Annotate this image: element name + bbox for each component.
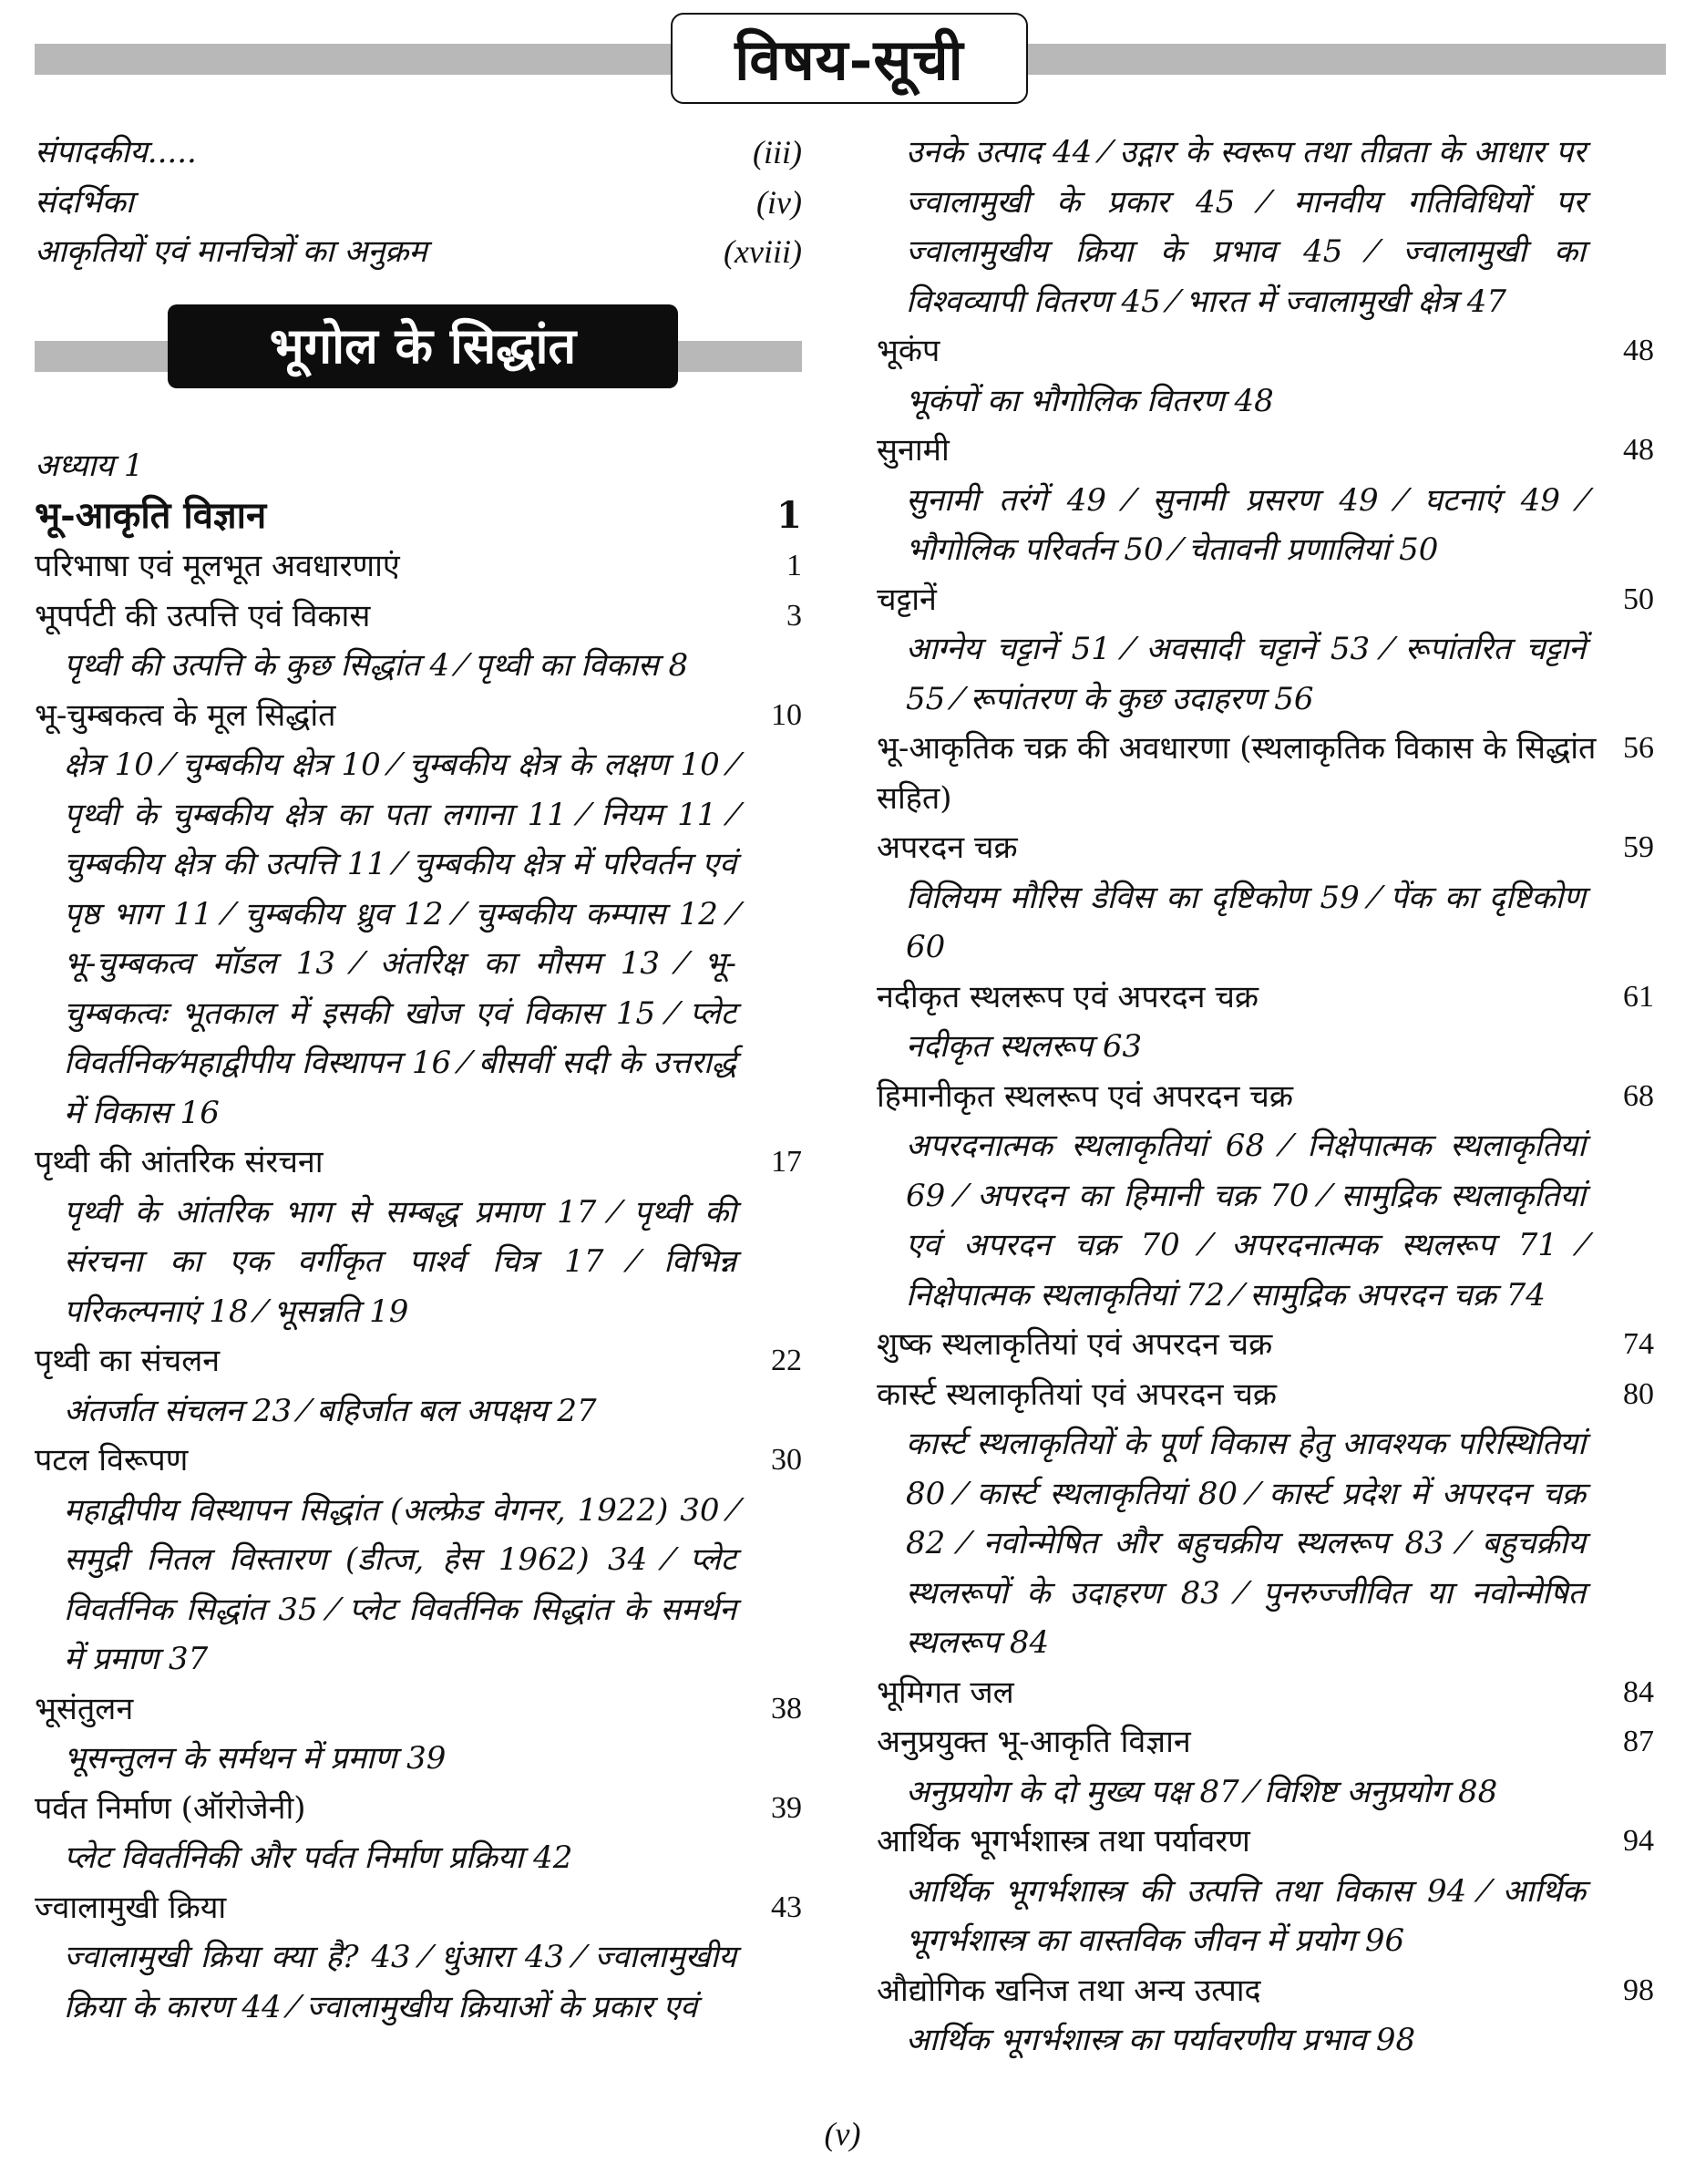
toc-entry xyxy=(877,1668,1654,1718)
front-matter-label: आकृतियों एवं मानचित्रों का अनुक्रम xyxy=(35,233,427,270)
toc-entry-page: 48 xyxy=(1623,433,1654,467)
toc-entry-subtopics: पृथ्वी की उत्पत्ति के कुछ सिद्धांत 4 ⁄ पृथ्वी का विकास 8 xyxy=(64,647,689,684)
toc-entry-subtopics: अपरदनात्मक स्थलाकृतियां 68 ⁄ निक्षेपात्मक स्थलाकृतियां 69 ⁄ अपरदन का हिमानी चक्र 70 ⁄ सामुद्रिक स्थलाकृतियां एवं अपरदन चक्र 70 ⁄ अपरदनात्मक स्थलरूप 71 ⁄ निक्षेपात्मक स्थलाकृतियां 72 ⁄ सामुद्रिक अपरदन चक्र 74 xyxy=(906,1128,1586,1313)
toc-entry-title: नदीकृत स्थलरूप एवं अपरदन चक्र xyxy=(877,978,1259,1015)
right-column xyxy=(877,128,1654,2066)
front-matter-page: (iii) xyxy=(753,134,802,170)
chapter-heading xyxy=(35,490,802,541)
toc-entry xyxy=(35,592,802,642)
toc-entry-title: चट्टानें xyxy=(877,581,937,618)
toc-entry-title: अनुप्रयुक्त भू-आकृति विज्ञान xyxy=(877,1724,1191,1760)
toc-entry-page: 84 xyxy=(1623,1674,1654,1709)
toc-entry xyxy=(35,1138,802,1188)
toc-entry-subtopics: आर्थिक भूगर्भशास्त्र का पर्यावरणीय प्रभाव 98 xyxy=(906,2022,1416,2058)
toc-entry-page: 80 xyxy=(1623,1376,1654,1411)
toc-entry-title: पर्वत निर्माण (ऑरोजेनी) xyxy=(35,1789,306,1827)
toc-entry xyxy=(35,1684,802,1735)
page-title: विषय-सूची xyxy=(671,13,1028,104)
toc-entry-subtopics: भूसन्तुलन के सर्मथन में प्रमाण 39 xyxy=(64,1740,447,1777)
front-matter-row xyxy=(35,178,802,228)
toc-entry-subtopics: नदीकृत स्थलरूप 63 xyxy=(906,1028,1143,1065)
toc-entry-title: पृथ्वी की आंतरिक संरचना xyxy=(35,1144,324,1180)
front-matter-page: (iv) xyxy=(756,183,802,221)
toc-entry-subtopics: प्लेट विवर्तनिकी और पर्वत निर्माण प्रक्रिया 42 xyxy=(64,1839,573,1876)
toc-entry-page: 22 xyxy=(771,1344,802,1377)
toc-entry-subtopics: पृथ्वी के आंतरिक भाग से सम्बद्ध प्रमाण 17 ⁄ पृथ्वी की संरचना का एक वर्गीकृत पार्श्व चित्र 17 ⁄ विभिन्न परिकल्पनाएं 18 ⁄ भूसन्नति 19 xyxy=(64,1193,736,1330)
toc-entry-page: 94 xyxy=(1623,1824,1654,1858)
toc-entry xyxy=(877,1320,1654,1370)
toc-entry-subtopics: ज्वालामुखी क्रिया क्या है? 43 ⁄ धुंआरा 43 ⁄ ज्वालामुखीय क्रिया के कारण 44 ⁄ ज्वालामुखीय क्रियाओं के प्रकार एवं xyxy=(64,1939,736,2025)
toc-entry-title: औद्योगिक खनिज तथा अन्य उत्पाद xyxy=(877,1972,1261,2009)
toc-entry xyxy=(35,1883,802,1933)
toc-entry-page: 48 xyxy=(1623,334,1654,367)
toc-entry-title: भू-आकृतिक चक्र की अवधारणा (स्थलाकृतिक विकास के सिद्धांत सहित) xyxy=(877,730,1597,817)
toc-entry-subtopics: आर्थिक भूगर्भशास्त्र की उत्पत्ति तथा विकास 94 ⁄ आर्थिक भूगर्भशास्त्र का वास्तविक जीवन में प्रयोग 96 xyxy=(906,1872,1586,1959)
toc-entry-subtopics: विलियम मौरिस डेविस का दृष्टिकोण 59 ⁄ पेंक का दृष्टिकोण 60 xyxy=(906,879,1586,965)
chapter-page: 1 xyxy=(776,494,802,537)
toc-entry xyxy=(877,724,1654,823)
continued-subtopics: उनके उत्पाद 44 ⁄ उद्गार के स्वरूप तथा तीव्रता के आधार पर ज्वालामुखी के प्रकार 45 ⁄ मानवीय गतिविधियों पर ज्वालामुखीय क्रिया के प्रभाव 45 ⁄ ज्वालामुखी का विश्वव्यापी वितरण 45 ⁄ भारत में ज्वालामुखी क्षेत्र 47 xyxy=(906,134,1586,320)
toc-entry-title: भूकंप xyxy=(877,333,940,369)
toc-entry-page: 50 xyxy=(1623,582,1654,616)
toc-entry xyxy=(877,1370,1654,1420)
toc-entry-page: 59 xyxy=(1623,830,1654,864)
toc-entry-page: 87 xyxy=(1623,1725,1654,1758)
section-banner xyxy=(35,304,802,410)
toc-entry xyxy=(877,1072,1654,1122)
right-entry-list xyxy=(877,326,1654,2066)
toc-entry-title: भूसंतुलन xyxy=(35,1690,134,1727)
toc-entry-subtopics: भूकंपों का भौगोलिक वितरण 48 xyxy=(906,382,1274,419)
toc-entry-subtopics: अनुप्रयोग के दो मुख्य पक्ष 87 ⁄ विशिष्ट अनुप्रयोग 88 xyxy=(906,1773,1498,1810)
toc-entry xyxy=(877,326,1654,376)
toc-entry-title: पृथ्वी का संचलन xyxy=(35,1343,221,1379)
toc-entry xyxy=(35,1784,802,1834)
toc-entry-title: भूपर्पटी की उत्पत्ति एवं विकास xyxy=(35,597,371,634)
toc-entry-title: अपरदन चक्र xyxy=(877,829,1018,866)
toc-entry-title: सुनामी xyxy=(877,432,950,469)
toc-entry-title: आर्थिक भूगर्भशास्त्र तथा पर्यावरण xyxy=(877,1823,1250,1859)
toc-entry xyxy=(877,973,1654,1023)
front-matter-label: संदर्भिका xyxy=(35,183,134,221)
toc-entry-page: 61 xyxy=(1623,979,1654,1014)
chapter-title: भू-आकृति विज्ञान xyxy=(35,494,267,537)
front-matter-label: संपादकीय..... xyxy=(35,134,197,170)
toc-entry xyxy=(35,1336,802,1386)
toc-entry-page: 68 xyxy=(1623,1078,1654,1113)
toc-entry xyxy=(877,823,1654,873)
toc-entry-title: कार्स्ट स्थलाकृतियां एवं अपरदन चक्र xyxy=(877,1375,1277,1413)
toc-entry-subtopics: महाद्वीपीय विस्थापन सिद्धांत (अल्फ्रेड वेगनर, 1922) 30 ⁄ समुद्री नितल विस्तारण (डीत्ज, हेस 1962) 34 ⁄ प्लेट विवर्तनिक सिद्धांत 35 ⁄ प्लेट विवर्तनिक सिद्धांत के समर्थन में प्रमाण 37 xyxy=(64,1491,736,1677)
toc-entry-title: हिमानीकृत स्थलरूप एवं अपरदन चक्र xyxy=(877,1077,1293,1115)
left-column xyxy=(35,128,802,2032)
toc-entry-subtopics: सुनामी तरंगें 49 ⁄ सुनामी प्रसरण 49 ⁄ घटनाएं 49 ⁄ भौगोलिक परिवर्तन 50 ⁄ चेतावनी प्रणालियां 50 xyxy=(906,481,1586,568)
front-matter-row xyxy=(35,227,802,277)
toc-entry-title: पटल विरूपण xyxy=(35,1442,189,1478)
toc-entry-subtopics: कार्स्ट स्थलाकृतियों के पूर्ण विकास हेतु आवश्यक परिस्थितियां 80 ⁄ कार्स्ट स्थलाकृतियां 80 ⁄ कार्स्ट प्रदेश में अपरदन चक्र 82 ⁄ नवोन्मेषित और बहुचक्रीय स्थलरूप 83 ⁄ बहुचक्रीय स्थलरूपों के उदाहरण 83 ⁄ पुनरुज्जीवित या नवोन्मेषित स्थलरूप 84 xyxy=(906,1426,1586,1661)
front-matter-page: (xviii) xyxy=(724,233,802,270)
toc-entry-page: 17 xyxy=(771,1145,802,1179)
toc-entry xyxy=(877,575,1654,625)
toc-entry-page: 10 xyxy=(771,697,802,732)
toc-entry-title: ज्वालामुखी क्रिया xyxy=(35,1889,227,1926)
toc-entry xyxy=(35,691,802,741)
toc-entry-subtopics: क्षेत्र 10 ⁄ चुम्बकीय क्षेत्र 10 ⁄ चुम्बकीय क्षेत्र के लक्षण 10 ⁄ पृथ्वी के चुम्बकीय क्षेत्र का पता लगाना 11 ⁄ नियम 11 ⁄ चुम्बकीय क्षेत्र की उत्पत्ति 11 ⁄ चुम्बकीय क्षेत्र में परिवर्तन एवं पृष्ठ भाग 11 ⁄ चुम्बकीय ध्रुव 12 ⁄ चुम्बकीय कम्पास 12 ⁄ भू-चुम्बकत्व मॉडल 13 ⁄ अंतरिक्ष का मौसम 13 ⁄ भू-चुम्बकत्वः भूतकाल में इसकी खोज एवं विकास 15 ⁄ प्लेट विवर्तनिक⁄महाद्वीपीय विस्थापन 16 ⁄ बीसवीं सदी के उत्तरार्द्ध में विकास 16 xyxy=(64,747,736,1131)
toc-entry-page: 74 xyxy=(1623,1327,1654,1361)
toc-entry-subtopics: अंतर्जात संचलन 23 ⁄ बहिर्जात बल अपक्षय 27 xyxy=(64,1392,597,1429)
toc-entry-subtopics: आग्नेय चट्टानें 51 ⁄ अवसादी चट्टानें 53 ⁄ रूपांतरित चट्टानें 55 ⁄ रूपांतरण के कुछ उदाहरण 56 xyxy=(906,631,1586,717)
toc-entry xyxy=(877,1717,1654,1767)
toc-entry xyxy=(35,541,802,592)
toc-entry xyxy=(35,1436,802,1486)
toc-entry xyxy=(877,1966,1654,2016)
toc-entry-page: 39 xyxy=(771,1790,802,1825)
front-matter-row xyxy=(35,128,802,178)
toc-entry-page: 38 xyxy=(771,1691,802,1726)
toc-entry-title: परिभाषा एवं मूलभूत अवधारणाएं xyxy=(35,548,400,584)
chapter-label: अध्याय 1 xyxy=(35,447,144,484)
toc-entry-title: भू-चुम्बकत्व के मूल सिद्धांत xyxy=(35,696,336,734)
toc-entry-page: 43 xyxy=(771,1890,802,1924)
section-title: भूगोल के सिद्धांत xyxy=(168,304,678,388)
toc-entry-title: शुष्क स्थलाकृतियां एवं अपरदन चक्र xyxy=(877,1326,1273,1363)
toc-entry xyxy=(877,426,1654,476)
toc-entry xyxy=(877,1817,1654,1867)
toc-entry-page: 30 xyxy=(771,1443,802,1477)
toc-entry-page: 98 xyxy=(1623,1973,1654,2007)
toc-entry-page: 3 xyxy=(786,598,802,633)
toc-entry-page: 56 xyxy=(1623,731,1654,765)
toc-entry-page: 1 xyxy=(786,549,802,582)
left-entry-list xyxy=(35,541,802,2032)
toc-entry-title: भूमिगत जल xyxy=(877,1674,1014,1711)
page-number: (v) xyxy=(824,2116,861,2152)
